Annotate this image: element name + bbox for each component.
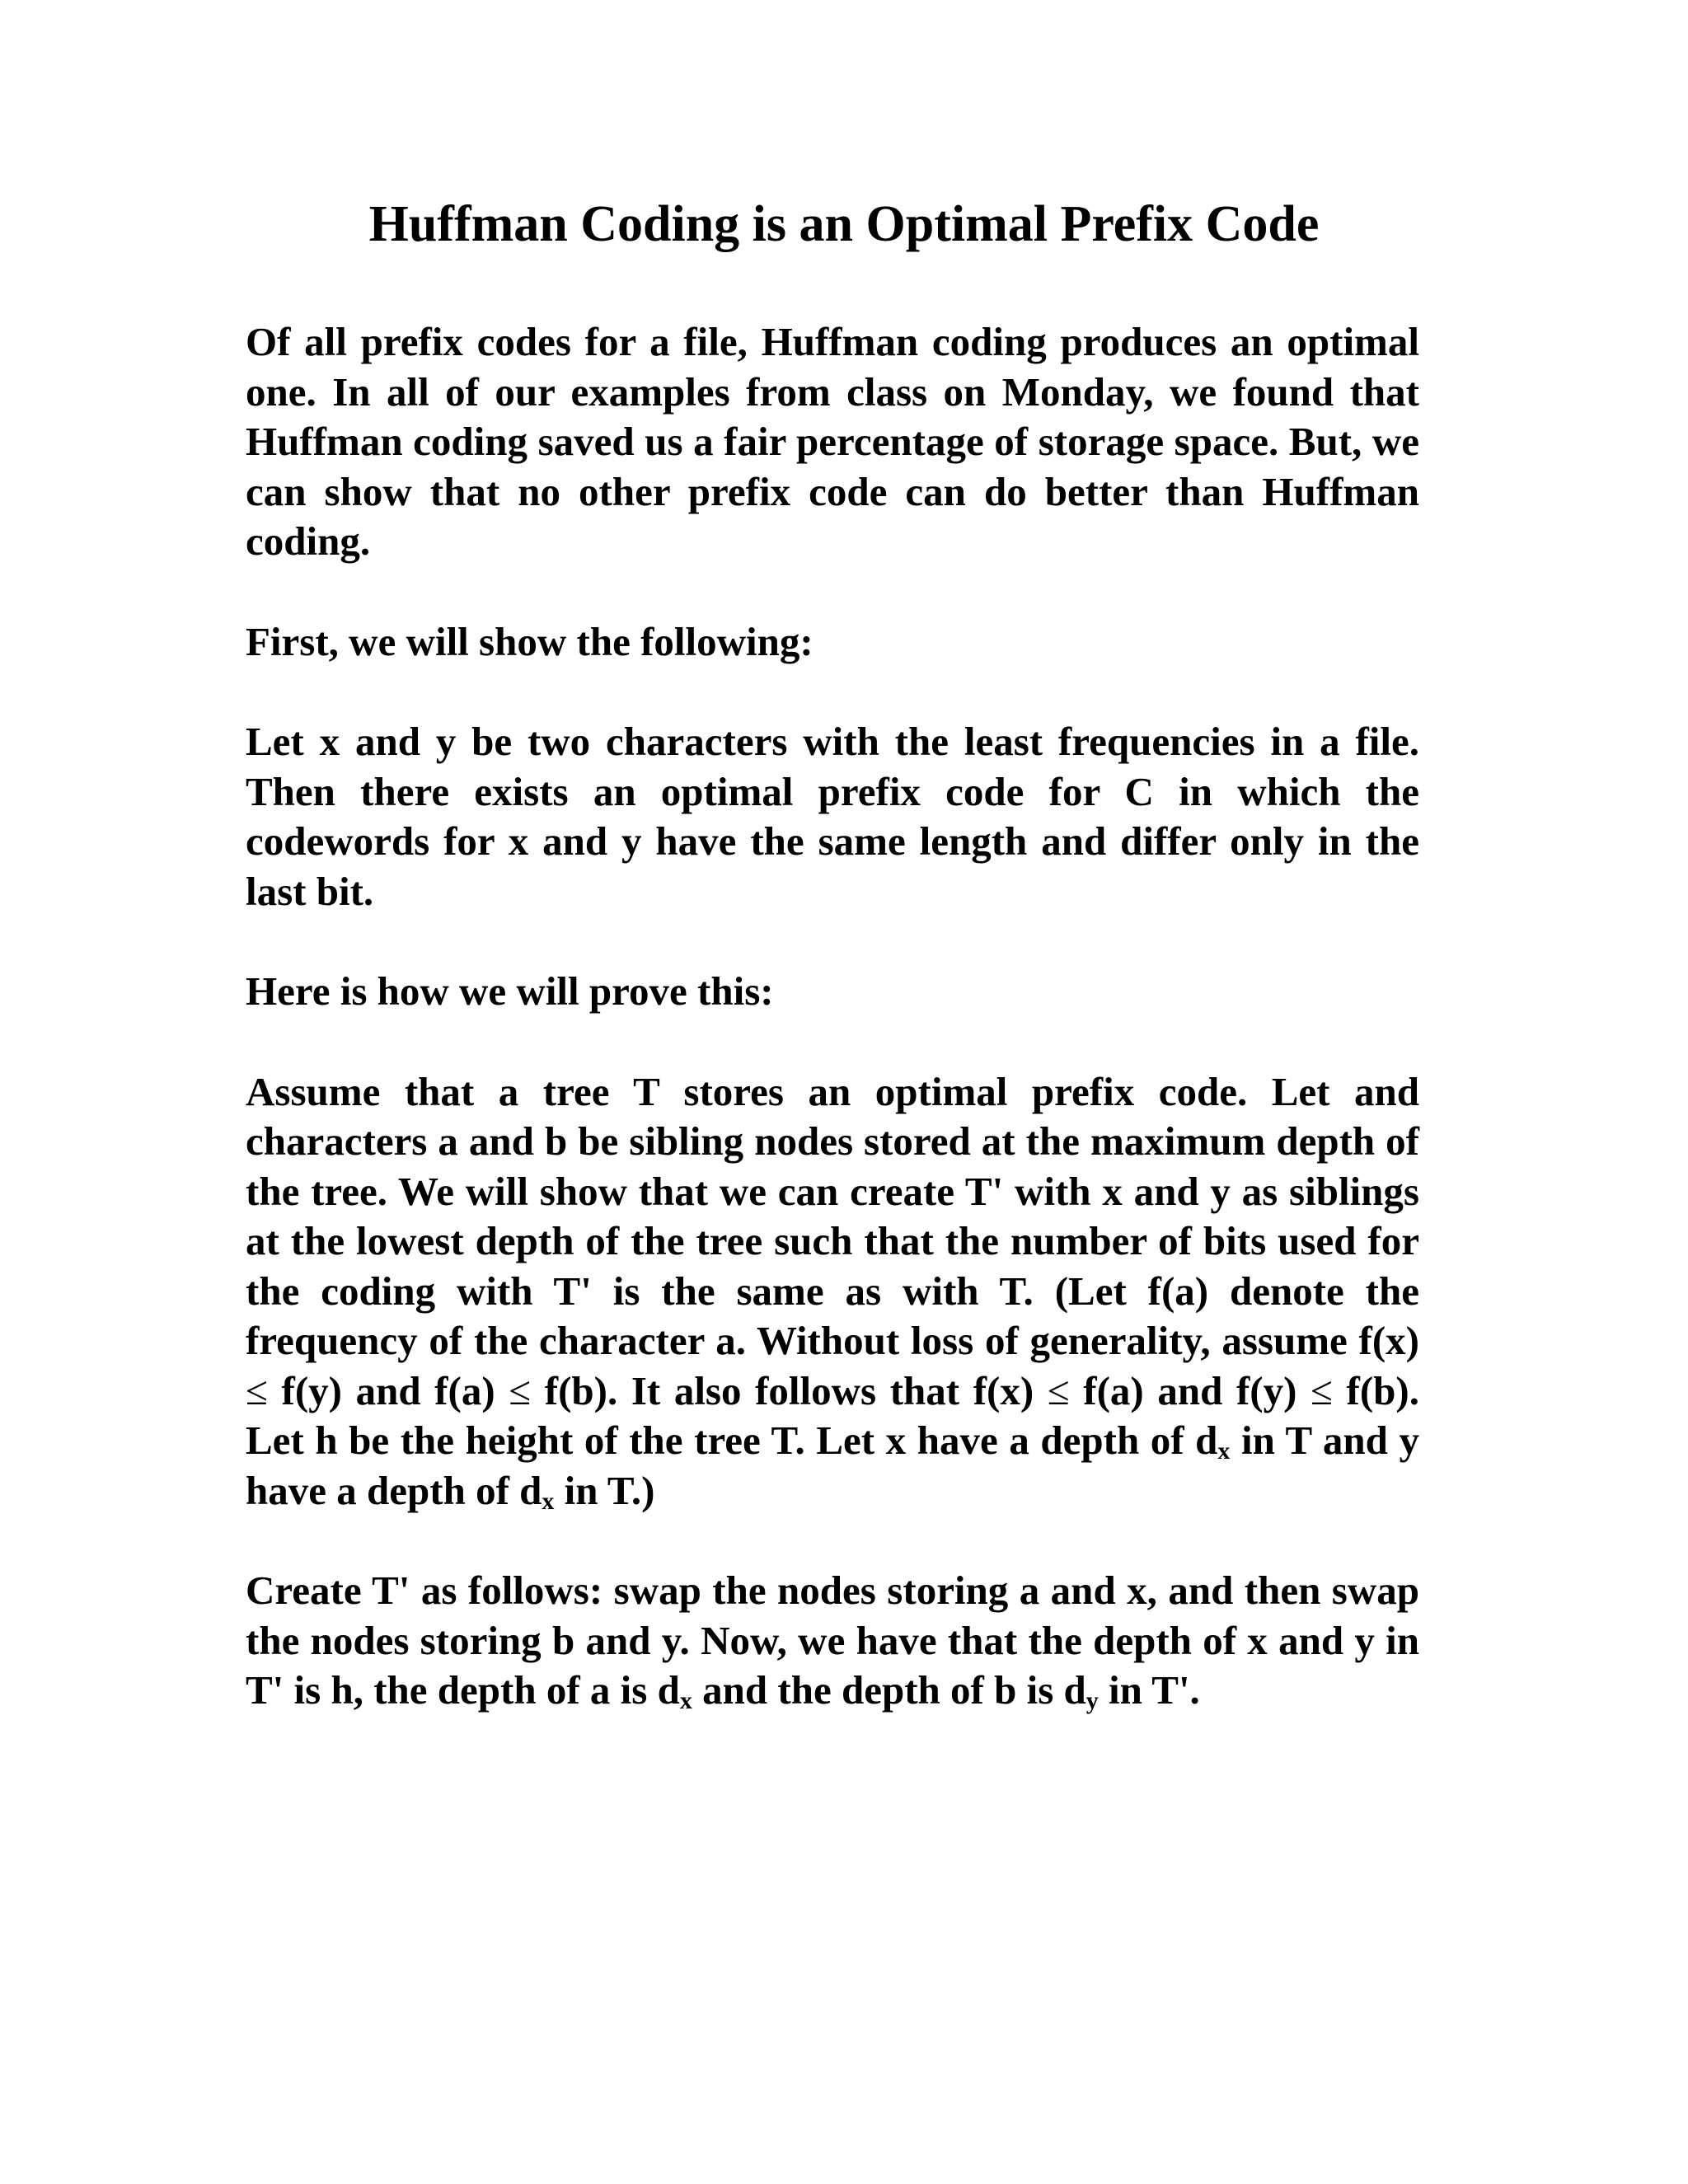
leq-symbol: ≤: [1047, 1367, 1070, 1413]
paragraph-prove-intro: Here is how we will prove this:: [246, 968, 774, 1014]
paragraph-construction: [246, 1566, 1419, 1716]
text-segment: in T'.: [1098, 1667, 1200, 1713]
text-segment: f(y) and f(a): [281, 1367, 495, 1413]
text-segment: and the depth of b is d: [692, 1667, 1086, 1713]
leq-symbol: ≤: [246, 1367, 268, 1413]
text-segment: in T.): [554, 1467, 655, 1513]
subscript-x: x: [679, 1687, 692, 1714]
subscript-y: y: [1085, 1687, 1099, 1714]
leq-symbol: ≤: [509, 1367, 532, 1413]
text-segment: Assume that a tree T stores an optimal prefix code. Let and characters a and b be sibling nodes stored at the maximum depth of the tree. We will show that we can create T' with x and y as siblings at the lowest depth of the tree such that the number of bits used for the coding with T' is the same as with T. (Let f(a) denote the frequency of the character a. Without loss of generality, assume f(x): [246, 1068, 1419, 1363]
paragraph-proof-setup: [246, 1067, 1419, 1516]
paragraph-intro: Of all prefix codes for a file, Huffman coding produces an optimal one. In all of our examples from class on Monday, we found that Huffman coding saved us a fair percentage of storage space. But, we can show that no other prefix code can do better than Huffman coding.: [246, 319, 1419, 564]
text-segment: f(a) and f(y): [1083, 1367, 1297, 1413]
text-segment: f(b). It also follows that f(x): [544, 1367, 1034, 1413]
subscript-x: x: [542, 1487, 555, 1515]
text-segment: in T and y have a depth of d: [246, 1418, 1419, 1513]
text-segment: Create T' as follows: swap the nodes storing a and x, and then swap the nodes storing b and y. Now, we have that the depth of x and y in T' is h, the depth of a is d: [246, 1568, 1419, 1713]
text-segment: f(b). Let h be the height of the tree T. Let x have a depth of d: [246, 1367, 1419, 1463]
paragraph-first-show: First, we will show the following:: [246, 618, 814, 664]
paragraph-lemma: Let x and y be two characters with the least frequencies in a file. Then there exists an optimal prefix code for C in which the codewords for x and y have the same length and differ only in the last bit.: [246, 719, 1419, 914]
page-title: Huffman Coding is an Optimal Prefix Code: [368, 196, 1320, 252]
leq-symbol: ≤: [1311, 1367, 1333, 1413]
document-body: [246, 317, 1419, 1716]
subscript-x: x: [1217, 1437, 1231, 1465]
